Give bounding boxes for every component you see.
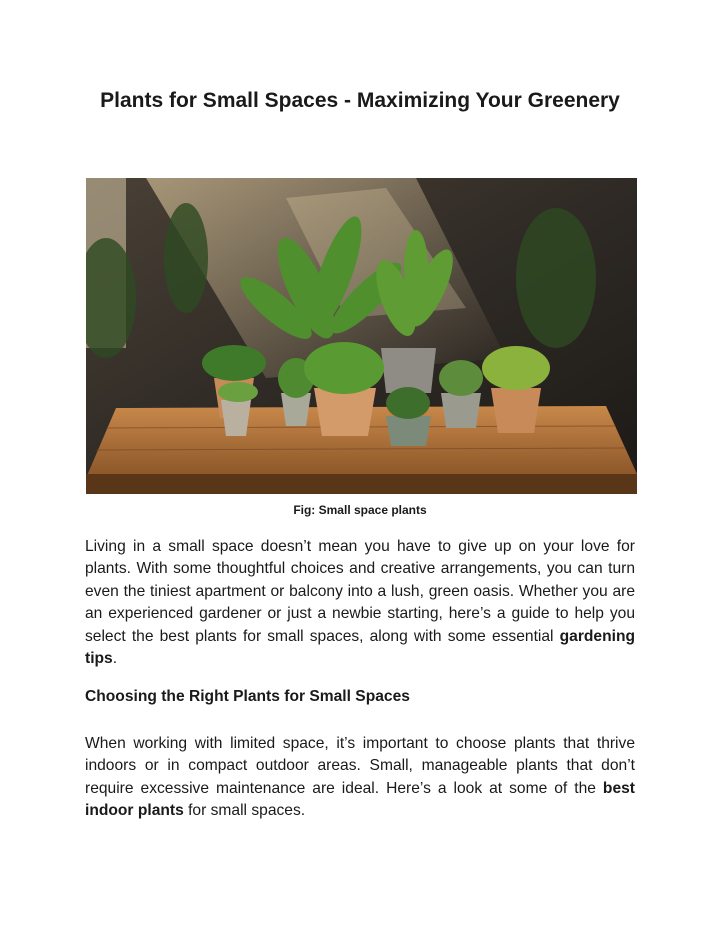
- figure-small-space-plants: [86, 178, 637, 494]
- section-paragraph: [85, 733, 635, 823]
- figure-caption: Fig: Small space plants: [293, 503, 427, 517]
- best-indoor-plants-emphasis: best indoor plants: [85, 779, 635, 820]
- section-text-end: for small spaces.: [183, 802, 306, 820]
- table-edge: [86, 474, 637, 494]
- section-text: When working with limited space, it’s important to choose plants that thrive indoors or in compact outdoor areas. Small, manageable plants that don’t require excessive maintenance are ideal. Here’s a look at some of the: [85, 735, 635, 797]
- intro-paragraph: [85, 536, 635, 670]
- intro-text: Living in a small space doesn’t mean you have to give up on your love for plants. With some thoughtful choices and creative arrangements, you can turn even the tiniest apartment or balcony into a lush, green oasis. Whether you are an experienced gardener or just a newbie starting, here’s a guide to help you select the best plants for small spaces, along with some essential: [85, 538, 635, 645]
- gardening-tips-emphasis: gardening tips: [85, 627, 635, 668]
- intro-text-end: .: [112, 650, 118, 668]
- section-heading: Choosing the Right Plants for Small Spaces: [85, 688, 410, 705]
- document-title: Plants for Small Spaces - Maximizing Your Greenery: [100, 89, 620, 112]
- plants-photo-illustration: [86, 178, 637, 494]
